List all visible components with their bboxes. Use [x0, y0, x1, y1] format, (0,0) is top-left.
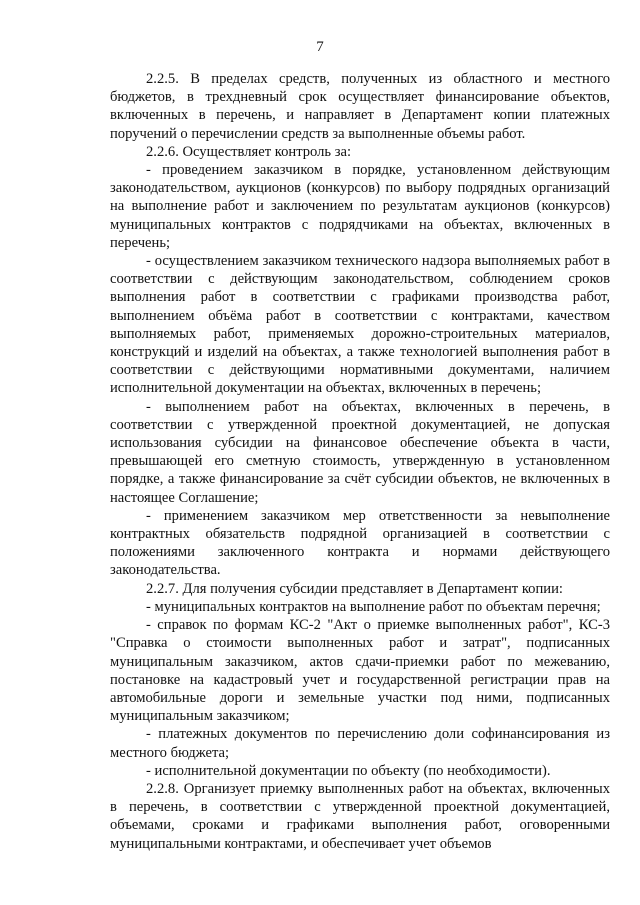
list-item-payment-documents: - платежных документов по перечислению доли софинансирования из местного бюджета; — [110, 726, 610, 761]
document-body — [110, 70, 610, 853]
paragraph-2-2-8: 2.2.8. Организует приемку выполненных работ на объектах, включенных в перечень, в соответствии с утвержденной проектной документацией, объемами, сроками и графиками выполнения работ, оговоренными муниципальными контрактами, и обеспечивает учет объемов — [110, 780, 610, 852]
list-item-ks-forms: - справок по формам КС-2 "Акт о приемке выполненных работ", КС-3 "Справка о стоимости выполненных работ и затрат", подписанных муниципальным заказчиком, актов сдачи-приемки работ по межеванию, постановке на кадастровый учет и государственной регистрации прав на автомобильные дороги и земельные участки под ними, подписанных муниципальным заказчиком; — [110, 617, 610, 725]
list-item-liability-measures: - применением заказчиком мер ответственности за невыполнение контрактных обязательств подрядной организацией в соответствии с положениями заключенного контракта и нормами действующего законодательства. — [110, 507, 610, 579]
paragraph-2-2-6: 2.2.6. Осуществляет контроль за: — [146, 143, 352, 160]
list-item-executive-documentation: - исполнительной документации по объекту (по необходимости). — [146, 762, 551, 779]
paragraph-2-2-5: 2.2.5. В пределах средств, полученных из областного и местного бюджетов, в трехдневный срок осуществляет финансирование объектов, включенных в перечень, и направляет в Департамент копии платежных поручений о перечислении средств за выполненные объемы работ. — [110, 71, 610, 142]
list-item-works-execution: - выполнением работ на объектах, включенных в перечень, в соответствии с утвержденной проектной документацией, не допуская использования субсидии на финансовое обеспечение объекта в части, превышающей его сметную стоимость, утвержденную в установленном порядке, а также финансирование за счёт субсидии объектов, не включенных в настоящее Соглашение; — [110, 398, 610, 506]
paragraph-2-2-7: 2.2.7. Для получения субсидии представляет в Департамент копии: — [146, 580, 563, 597]
list-item-municipal-contracts: - муниципальных контрактов на выполнение работ по объектам перечня; — [146, 598, 601, 615]
list-item-technical-supervision: - осуществлением заказчиком технического надзора выполняемых работ в соответствии с действующим законодательством, соблюдением сроков выполнения работ в соответствии с графиками производства работ, выполнением объёма работ в соответствии с контрактами, качеством выполняемых работ, применяемых дорожно-строительных материалов, конструкций и изделий на объектах, а также технологией выполнения работ в соответствии с действующими нормативными документами, наличием исполнительной документации на объектах, включенных в перечень; — [110, 253, 610, 397]
list-item-auctions-control: - проведением заказчиком в порядке, установленном действующим законодательством, аукционов (конкурсов) по выбору подрядных организаций на выполнение работ и заключением по результатам аукционов (конкурсов) муниципальных контрактов с подрядчиками на объектах, включенных в перечень; — [110, 162, 610, 251]
page-number: 7 — [316, 39, 324, 55]
